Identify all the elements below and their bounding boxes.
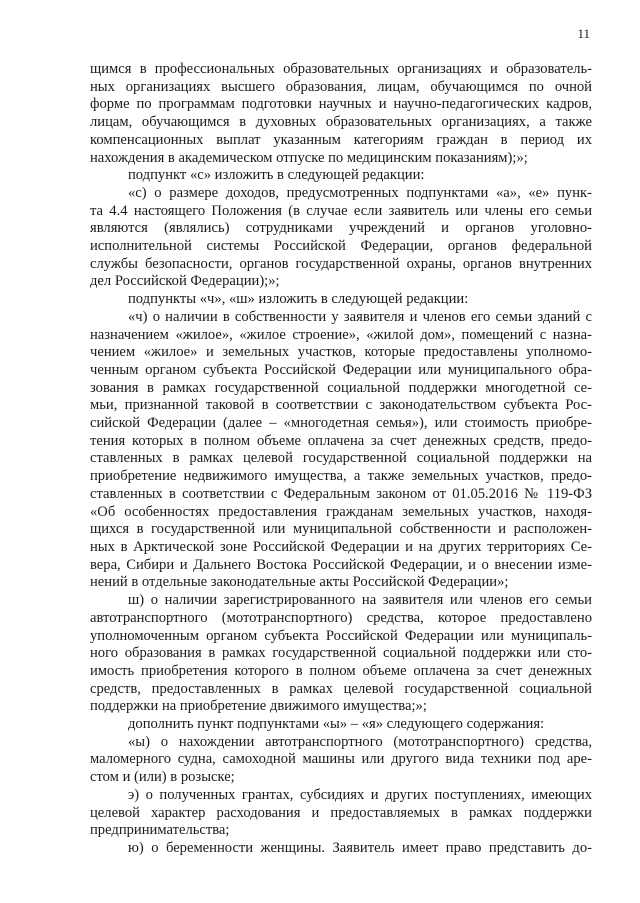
text-line: целевой характер расходования и предоставляемых в рамках поддержки	[90, 804, 592, 821]
text-line: ных организациях высшего образования, лицам, обучающимся по очной	[90, 78, 592, 95]
text-line: дополнить пункт подпунктами «ы» – «я» следующего содержания:	[128, 716, 545, 733]
text-line: предпринимательства;	[90, 822, 230, 839]
text-line: ченным органом субъекта Российской Федерации или муниципального обра-	[90, 361, 592, 378]
text-line: ш) о наличии зарегистрированного на заявителя или членов его семьи	[128, 592, 592, 609]
paragraph	[90, 61, 592, 167]
paragraph	[90, 787, 592, 840]
text-line: зования в рамках государственной социальной поддержки многодетной се-	[90, 379, 592, 396]
text-line: э) о полученных грантах, субсидиях и других поступлениях, имеющих	[128, 786, 592, 803]
text-line: ю) о беременности женщины. Заявитель имеет право представить до-	[128, 839, 592, 856]
paragraph	[90, 716, 592, 734]
text-line: щихся в государственной или муниципальной собственности и расположен-	[90, 521, 592, 538]
text-line: «ы) о нахождении автотранспортного (мототранспортного) средства,	[128, 733, 592, 750]
text-line: нений в отдельные законодательные акты Российской Федерации»;	[90, 574, 509, 591]
text-line: дел Российской Федерации);»;	[90, 273, 280, 290]
text-line: «с) о размере доходов, предусмотренных подпунктами «а», «е» пунк-	[128, 184, 592, 201]
text-line: поддержки на приобретение движимого имущества;»;	[90, 698, 427, 715]
text-line: службы безопасности, органов государственной охраны, органов внутренних	[90, 255, 592, 272]
text-line: приобретение недвижимого имущества, а также земельных участков, предо-	[90, 468, 592, 485]
text-line: та 4.4 настоящего Положения (в случае если заявитель или члены его семьи	[90, 202, 592, 219]
text-line: ного образования в рамках государственной социальной поддержки или сто-	[90, 645, 592, 662]
paragraph	[90, 840, 592, 858]
text-line: стом и (или) в розыске;	[90, 769, 235, 786]
text-line: маломерного судна, самоходной машины или другого вида техники под аре-	[90, 751, 592, 768]
text-line: сийской Федерации (далее – «многодетная семья»), или стоимость приобре-	[90, 415, 592, 432]
text-line: средств, предоставленных в рамках целевой государственной социальной	[90, 680, 592, 697]
text-line: чением «жилое» и земельных участков, которые предоставлены уполномо-	[90, 344, 592, 361]
text-line: лицам, обучающимся в духовных образовательных организациях, а также	[90, 114, 592, 131]
text-line: подпункты «ч», «ш» изложить в следующей редакции:	[128, 291, 469, 308]
text-line: тения которых в полном объеме оплачена за счет денежных средств, предо-	[90, 432, 592, 449]
text-line: исполнительной системы Российской Федерации, органов федеральной	[90, 238, 592, 255]
text-line: «Об особенностях предоставления гражданам земельных участков, находя-	[90, 503, 592, 520]
text-line: имость приобретения которого в полном объеме оплачена за счет денежных	[90, 662, 592, 679]
paragraph	[90, 291, 592, 309]
paragraph	[90, 185, 592, 291]
text-line: ставленных в рамках целевой государственной социальной поддержки на	[90, 450, 592, 467]
text-line: нахождения в академическом отпуске по медицинским показаниям);»;	[90, 149, 528, 166]
document-body	[90, 61, 592, 858]
paragraph	[90, 592, 592, 716]
text-line: щимся в профессиональных образовательных организациях и образователь-	[90, 61, 592, 77]
text-line: мьи, признанной таковой в соответствии с законодательством субъекта Рос-	[90, 397, 592, 414]
text-line: подпункт «с» изложить в следующей редакции:	[128, 167, 425, 184]
text-line: назначением «жилое», «жилое строение», «жилой дом», помещений с назна-	[90, 326, 592, 343]
text-line: форме по программам подготовки научных и научно-педагогических кадров,	[90, 96, 592, 113]
paragraph	[90, 309, 592, 592]
text-line: «ч) о наличии в собственности у заявителя и членов его семьи зданий с	[128, 308, 592, 325]
text-line: ставленных в соответствии с Федеральным законом от 01.05.2016 № 119-ФЗ	[90, 485, 592, 502]
text-line: уполномоченным органом субъекта Российской Федерации или муниципаль-	[90, 627, 592, 644]
text-line: вера, Сибири и Дальнего Востока Российской Федерации, и о внесении изме-	[90, 556, 592, 573]
paragraph	[90, 167, 592, 185]
paragraph	[90, 734, 592, 787]
page-number: 11	[577, 26, 590, 41]
text-line: ных в Арктической зоне Российской Федерации и на других территориях Се-	[90, 538, 592, 555]
text-line: являются (являлись) сотрудниками учреждений и органов уголовно-	[90, 220, 592, 237]
text-line: автотранспортного (мототранспортного) средства, которое предоставлено	[90, 609, 592, 626]
text-line: компенсационных выплат указанным категориям граждан в период их	[90, 131, 592, 148]
